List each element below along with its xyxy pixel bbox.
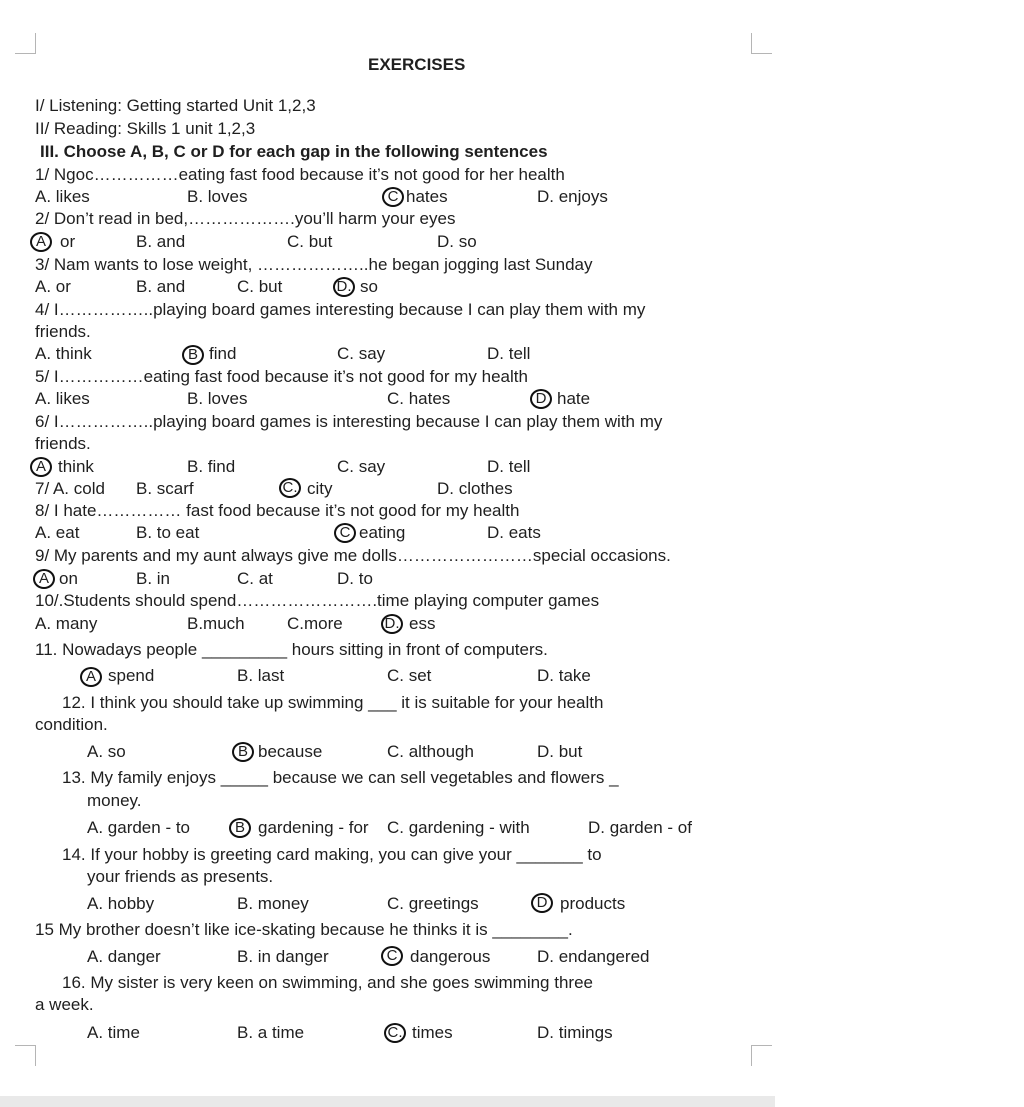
section-listening: I/ Listening: Getting started Unit 1,2,3 [35,96,316,115]
q12-option-a: A. so [87,742,126,761]
q16-option-a: A. time [87,1023,140,1042]
q1-option-d: D. enjoys [537,187,608,206]
question-16-text: 16. My sister is very keen on swimming, and she goes swimming three [62,973,593,992]
q8-option-d: D. eats [487,523,541,542]
q7-option-b: B. scarf [136,479,194,498]
question-6-text: 6/ I……………..playing board games is interesting because I can play them with my [35,412,663,431]
q16-option-c: times [412,1023,453,1042]
q8-option-a: A. eat [35,523,80,542]
q16-option-d: D. timings [537,1023,613,1042]
q2-option-c: C. but [287,232,333,251]
question-10-text: 10/.Students should spend…………………….time playing computer games [35,591,600,610]
q9-option-c: C. at [237,569,273,588]
q15-option-d: D. endangered [537,947,650,966]
question-11-text: 11. Nowadays people _________ hours sitting in front of computers. [35,640,548,659]
question-14-text-cont: your friends as presents. [87,867,274,886]
question-15-text: 15 My brother doesn’t like ice-skating because he thinks it is ________. [35,920,573,939]
q4-option-b: find [209,344,237,363]
q11-option-c: C. set [387,666,432,685]
question-13-text-cont: money. [87,791,142,810]
q1-answer-circle: C [382,187,404,207]
q4-option-d: D. tell [487,344,531,363]
question-16-text-cont: a week. [35,995,94,1014]
q7-option-a: 7/ A. cold [35,479,105,498]
question-3-text: 3/ Nam wants to lose weight, ………………..he began jogging last Sunday [35,255,593,274]
q12-option-d: D. but [537,742,583,761]
question-4-text-cont: friends. [35,322,91,341]
question-13-text: 13. My family enjoys _____ because we can sell vegetables and flowers _ [62,768,619,787]
q14-option-b: B. money [237,894,309,913]
q13-option-b: gardening - for [258,818,369,837]
page-bottom-shadow [0,1096,775,1107]
q5-option-c: C. hates [387,389,451,408]
q12-option-b: because [258,742,323,761]
q6-option-c: C. say [337,457,386,476]
crop-mark-bottom-right [751,1045,772,1066]
q15-option-b: B. in danger [237,947,329,966]
q2-option-a: or [60,232,76,251]
q13-answer-circle: B [229,818,251,838]
q13-option-c: C. gardening - with [387,818,530,837]
q6-option-a: think [58,457,94,476]
question-9-text: 9/ My parents and my aunt always give me dolls……………………special occasions. [35,546,671,565]
crop-mark-top-right [751,33,772,54]
question-12-text: 12. I think you should take up swimming ___ it is suitable for your health [62,693,604,712]
q16-answer-circle: C. [384,1023,406,1043]
question-5-text: 5/ I……………eating fast food because it’s not good for my health [35,367,528,386]
q4-answer-circle: B [182,345,204,365]
q4-option-c: C. say [337,344,386,363]
section-choose: III. Choose A, B, C or D for each gap in the following sentences [40,142,548,161]
question-14-text: 14. If your hobby is greeting card making, you can give your _______ to [62,845,602,864]
q3-answer-circle: D. [333,277,355,297]
q6-answer-circle: A [30,457,52,477]
crop-mark-bottom-left [15,1045,36,1066]
question-8-text: 8/ I hate…………… fast food because it’s not good for my health [35,501,520,520]
q10-option-b: B.much [187,614,245,633]
q12-answer-circle: B [232,742,254,762]
q7-answer-circle: C. [279,478,301,498]
q3-option-c: C. but [237,277,283,296]
q13-option-d: D. garden - of [588,818,692,837]
q1-option-a: A. likes [35,187,90,206]
q9-option-b: B. in [136,569,171,588]
q15-answer-circle: C [381,946,403,966]
q10-option-d: ess [409,614,436,633]
q8-answer-circle: C [334,523,356,543]
question-2-text: 2/ Don’t read in bed,……………….you’ll harm your eyes [35,209,456,228]
q5-option-b: B. loves [187,389,248,408]
q7-option-d: D. clothes [437,479,513,498]
q14-answer-circle: D [531,893,553,913]
q3-option-a: A. or [35,277,71,296]
q3-option-d: so [360,277,378,296]
q7-option-c: city [307,479,333,498]
q1-option-b: B. loves [187,187,248,206]
crop-mark-top-left [15,33,36,54]
q13-option-a: A. garden - to [87,818,191,837]
question-12-text-cont: condition. [35,715,108,734]
q9-option-d: D. to [337,569,373,588]
q1-option-c: hates [406,187,448,206]
q8-option-c: eating [359,523,406,542]
q16-option-b: B. a time [237,1023,305,1042]
question-1-text: 1/ Ngoc……………eating fast food because it’s not good for her health [35,165,565,184]
q8-option-b: B. to eat [136,523,200,542]
q14-option-c: C. greetings [387,894,479,913]
question-4-text: 4/ I……………..playing board games interesting because I can play them with my [35,300,646,319]
q5-option-a: A. likes [35,389,90,408]
q10-answer-circle: D. [381,614,403,634]
q14-option-d: products [560,894,626,913]
page-title: EXERCISES [368,55,466,74]
q9-answer-circle: A [33,569,55,589]
q2-answer-circle: A [30,232,52,252]
q15-option-a: A. danger [87,947,161,966]
q11-answer-circle: A [80,667,102,687]
q15-option-c: dangerous [410,947,491,966]
q6-option-d: D. tell [487,457,531,476]
q9-option-a: on [59,569,78,588]
q2-option-d: D. so [437,232,477,251]
q5-option-d: hate [557,389,591,408]
q14-option-a: A. hobby [87,894,155,913]
q3-option-b: B. and [136,277,186,296]
q10-option-c: C.more [287,614,343,633]
q6-option-b: B. find [187,457,236,476]
question-6-text-cont: friends. [35,434,91,453]
section-reading: II/ Reading: Skills 1 unit 1,2,3 [35,119,256,138]
q11-option-a: spend [108,666,155,685]
q2-option-b: B. and [136,232,186,251]
q4-option-a: A. think [35,344,92,363]
q11-option-b: B. last [237,666,285,685]
q10-option-a: A. many [35,614,98,633]
q5-answer-circle: D [530,389,552,409]
q12-option-c: C. although [387,742,474,761]
q11-option-d: D. take [537,666,591,685]
